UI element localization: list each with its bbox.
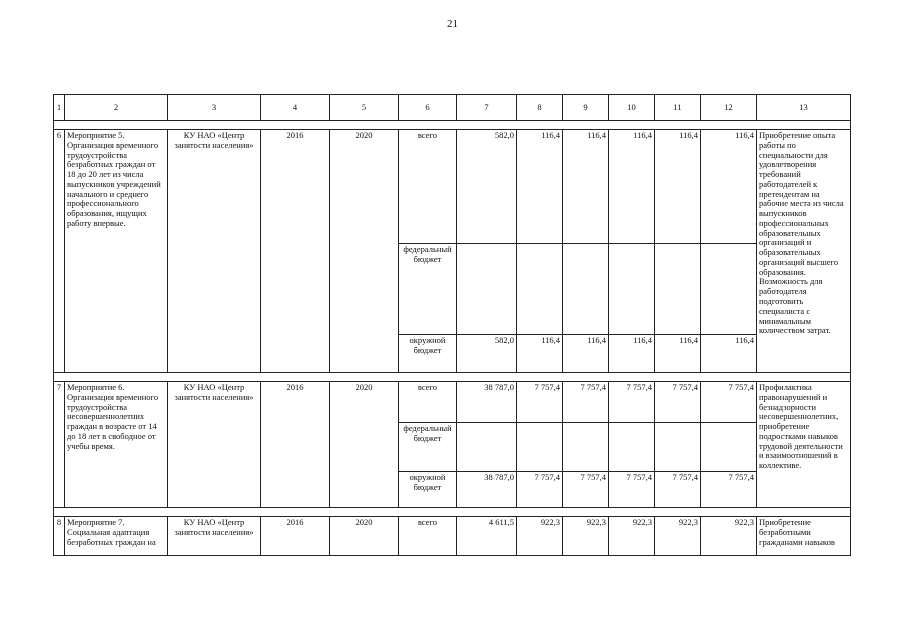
table-spacer-row bbox=[54, 373, 851, 382]
header-cell: 9 bbox=[563, 95, 609, 121]
total-value: 582,0 bbox=[457, 335, 517, 373]
year3-value bbox=[609, 244, 655, 335]
header-cell: 6 bbox=[399, 95, 457, 121]
year1-value bbox=[517, 244, 563, 335]
table-row bbox=[54, 130, 851, 244]
header-cell: 5 bbox=[330, 95, 399, 121]
row-number: 8 bbox=[54, 517, 65, 556]
year4-value: 116,4 bbox=[655, 130, 701, 244]
year2-value bbox=[563, 244, 609, 335]
funding-source: всего bbox=[399, 517, 457, 556]
total-value: 38 787,0 bbox=[457, 472, 517, 508]
year2-value: 116,4 bbox=[563, 130, 609, 244]
total-value: 4 611,5 bbox=[457, 517, 517, 556]
table-header-row bbox=[54, 95, 851, 121]
header-cell: 1 bbox=[54, 95, 65, 121]
end-year: 2020 bbox=[330, 382, 399, 508]
spacer-cell bbox=[54, 121, 851, 130]
year5-value: 7 757,4 bbox=[701, 472, 757, 508]
executor: КУ НАО «Центр занятости населения» bbox=[168, 130, 261, 373]
expected-result: Приобретение безработными гражданами навыков bbox=[757, 517, 851, 556]
start-year: 2016 bbox=[261, 517, 330, 556]
year4-value: 116,4 bbox=[655, 335, 701, 373]
total-value bbox=[457, 244, 517, 335]
year2-value: 7 757,4 bbox=[563, 382, 609, 423]
expected-result: Профилактика правонарушений и безнадзорности несовершеннолетних, приобретение подростками навыков трудовой деятельности и взаимоотношений в коллективе. bbox=[757, 382, 851, 508]
year3-value: 922,3 bbox=[609, 517, 655, 556]
end-year: 2020 bbox=[330, 517, 399, 556]
header-cell: 13 bbox=[757, 95, 851, 121]
expected-result: Приобретение опыта работы по специальности для удовлетворения требований работодателей к претендентам на рабочие места из числа выпускников профессиональных образовательных организаций и образовательных организаций высшего образования. Возможность для работодателя подготовить специалиста с минимальным количеством затрат. bbox=[757, 130, 851, 373]
year5-value: 116,4 bbox=[701, 335, 757, 373]
year1-value: 7 757,4 bbox=[517, 382, 563, 423]
total-value: 582,0 bbox=[457, 130, 517, 244]
year5-value: 7 757,4 bbox=[701, 382, 757, 423]
year4-value: 7 757,4 bbox=[655, 472, 701, 508]
measure-name: Мероприятие 6. Организация временного трудоустройства несовершеннолетних граждан в возрасте от 14 до 18 лет в свободное от учебы время. bbox=[65, 382, 168, 508]
year5-value: 922,3 bbox=[701, 517, 757, 556]
funding-source: окружной бюджет bbox=[399, 472, 457, 508]
program-measures-table bbox=[53, 94, 851, 556]
table-row bbox=[54, 382, 851, 423]
year3-value bbox=[609, 423, 655, 472]
year4-value: 7 757,4 bbox=[655, 382, 701, 423]
total-value bbox=[457, 423, 517, 472]
year2-value: 116,4 bbox=[563, 335, 609, 373]
funding-source: федеральный бюджет bbox=[399, 244, 457, 335]
year2-value: 7 757,4 bbox=[563, 472, 609, 508]
header-cell: 10 bbox=[609, 95, 655, 121]
funding-source: всего bbox=[399, 382, 457, 423]
header-cell: 12 bbox=[701, 95, 757, 121]
year1-value: 922,3 bbox=[517, 517, 563, 556]
start-year: 2016 bbox=[261, 130, 330, 373]
year3-value: 116,4 bbox=[609, 130, 655, 244]
executor: КУ НАО «Центр занятости населения» bbox=[168, 517, 261, 556]
header-cell: 4 bbox=[261, 95, 330, 121]
measure-name: Мероприятие 5. Организация временного трудоустройства безработных граждан от 18 до 20 лет из числа выпускников учреждений начального и среднего профессионального образования, ищущих работу впервые. bbox=[65, 130, 168, 373]
table-row bbox=[54, 517, 851, 556]
year3-value: 7 757,4 bbox=[609, 472, 655, 508]
row-number: 7 bbox=[54, 382, 65, 508]
year3-value: 116,4 bbox=[609, 335, 655, 373]
header-cell: 2 bbox=[65, 95, 168, 121]
row-number: 6 bbox=[54, 130, 65, 373]
measure-name: Мероприятие 7. Социальная адаптация безработных граждан на bbox=[65, 517, 168, 556]
end-year: 2020 bbox=[330, 130, 399, 373]
start-year: 2016 bbox=[261, 382, 330, 508]
funding-source: федеральный бюджет bbox=[399, 423, 457, 472]
spacer-cell bbox=[54, 508, 851, 517]
year1-value: 116,4 bbox=[517, 130, 563, 244]
year5-value bbox=[701, 244, 757, 335]
total-value: 38 787,0 bbox=[457, 382, 517, 423]
header-cell: 7 bbox=[457, 95, 517, 121]
year4-value bbox=[655, 244, 701, 335]
funding-source: окружной бюджет bbox=[399, 335, 457, 373]
year5-value bbox=[701, 423, 757, 472]
executor: КУ НАО «Центр занятости населения» bbox=[168, 382, 261, 508]
header-cell: 8 bbox=[517, 95, 563, 121]
header-cell: 11 bbox=[655, 95, 701, 121]
header-cell: 3 bbox=[168, 95, 261, 121]
year1-value bbox=[517, 423, 563, 472]
year1-value: 116,4 bbox=[517, 335, 563, 373]
page-number: 21 bbox=[447, 18, 458, 30]
year1-value: 7 757,4 bbox=[517, 472, 563, 508]
year5-value: 116,4 bbox=[701, 130, 757, 244]
year4-value: 922,3 bbox=[655, 517, 701, 556]
year2-value bbox=[563, 423, 609, 472]
table-spacer-row bbox=[54, 508, 851, 517]
year3-value: 7 757,4 bbox=[609, 382, 655, 423]
spacer-cell bbox=[54, 373, 851, 382]
funding-source: всего bbox=[399, 130, 457, 244]
year2-value: 922,3 bbox=[563, 517, 609, 556]
table-spacer-row bbox=[54, 121, 851, 130]
year4-value bbox=[655, 423, 701, 472]
